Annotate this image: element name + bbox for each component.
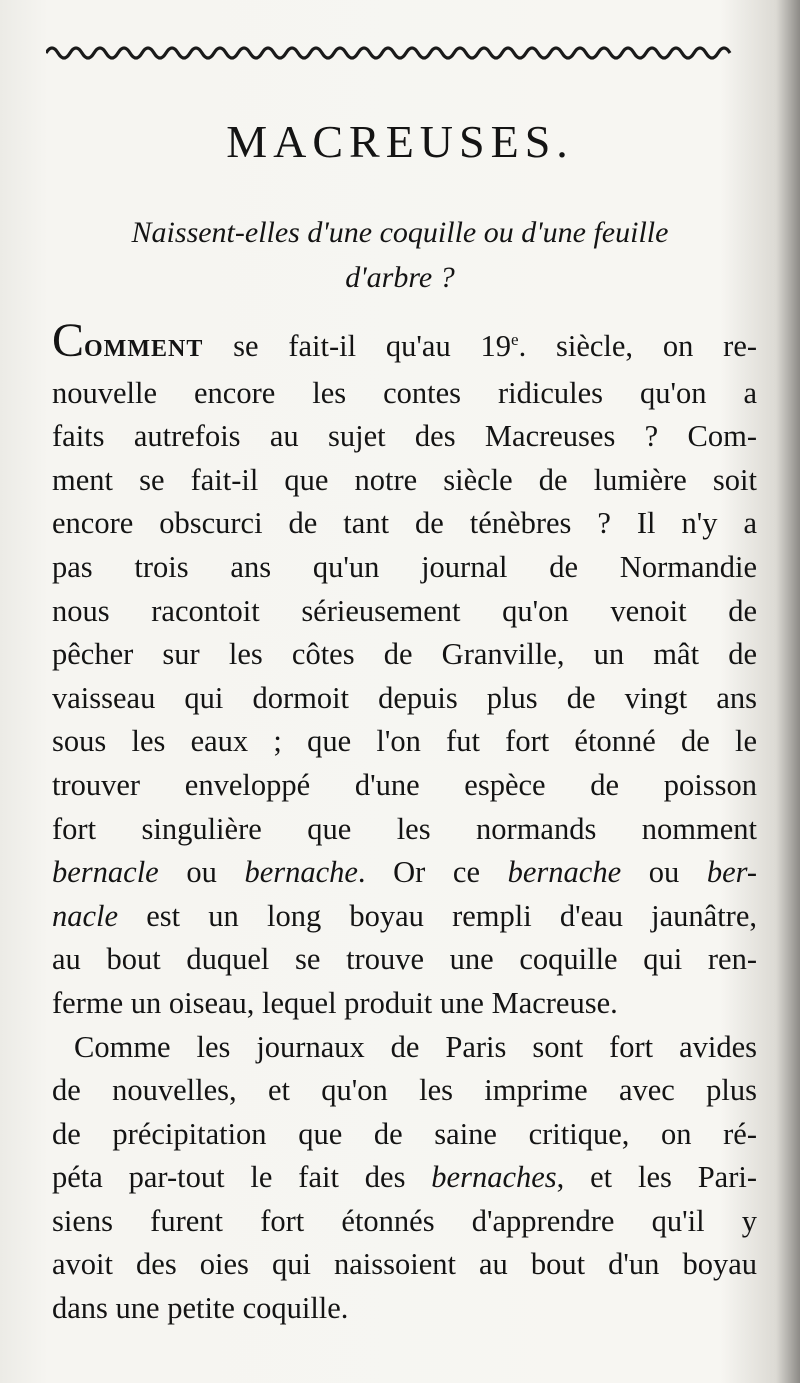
text-line: COMMENT se fait-il qu'au 19e. siècle, on re-: [52, 314, 758, 367]
text-line: pêcher sur les côtes de Granville, un mât de: [52, 637, 757, 672]
body-text: [52, 314, 758, 1331]
text-line: nouvelle encore les contes ridicules qu'on a: [52, 375, 757, 410]
subtitle-line-2: d'arbre ?: [345, 261, 455, 294]
text-line: faits autrefois au sujet des Macreuses ? Com-: [52, 419, 757, 454]
text-line: avoit des oies qui naissoient au bout d'un boyau: [52, 1247, 757, 1282]
text-line: trouver enveloppé d'une espèce de poisson: [52, 767, 757, 802]
text-line: de nouvelles, et qu'on les imprime avec plus: [52, 1073, 757, 1108]
text-line: nous racontoit sérieusement qu'on venoit de: [52, 593, 757, 628]
text-line: au bout duquel se trouve une coquille qui ren-: [52, 942, 757, 977]
text-line: pas trois ans qu'un journal de Normandie: [52, 549, 757, 584]
page-subtitle: [40, 210, 760, 300]
paragraph-2: [52, 1026, 757, 1331]
superscript: e: [511, 329, 519, 349]
paragraph-1: [52, 314, 758, 1026]
text-line: siens furent fort étonnés d'apprendre qu'il y: [52, 1203, 757, 1238]
text-line: sous les eaux ; que l'on fut fort étonné de le: [52, 724, 757, 759]
subtitle-line-1: Naissent-elles d'une coquille ou d'une feuille: [131, 216, 669, 249]
text-line: péta par-tout le fait des bernaches, et les Pari-: [52, 1160, 758, 1195]
text-line: encore obscurci de tant de ténèbres ? Il n'y a: [52, 506, 757, 541]
text-line: ment se fait-il que notre siècle de lumière soit: [52, 462, 757, 497]
drop-cap: C: [52, 314, 85, 367]
text-line: Comme les journaux de Paris sont fort avides: [74, 1029, 757, 1064]
text-line: vaisseau qui dormoit depuis plus de vingt ans: [52, 680, 757, 715]
text-line: dans une petite coquille.: [52, 1291, 349, 1326]
page-title: MACREUSES.: [226, 116, 574, 167]
text-line: bernacle ou bernache. Or ce bernache ou ber-: [52, 855, 758, 890]
ornamental-rule: [46, 40, 736, 66]
text-line: nacle est un long boyau rempli d'eau jaunâtre,: [52, 898, 757, 933]
text-line: ferme un oiseau, lequel produit une Macreuse.: [52, 985, 618, 1020]
text-line: de précipitation que de saine critique, on ré-: [52, 1116, 757, 1151]
small-caps-lead: OMMENT: [84, 336, 204, 362]
text-line: fort singulière que les normands nomment: [52, 811, 757, 846]
